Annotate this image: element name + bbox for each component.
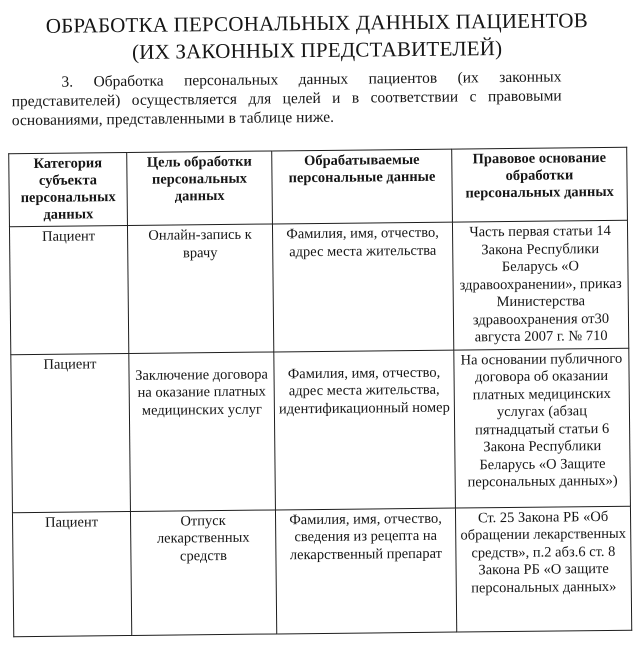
cell-category: Пациент (11, 353, 131, 512)
header-purpose: Цель обработки персональных данных (127, 151, 273, 226)
cell-data: Фамилия, имя, отчество, адрес места жительства (272, 222, 453, 351)
table-row (11, 348, 631, 512)
cell-basis: Часть первая статьи 14 Закона Республики Беларусь «О здравоохранении», приказ Министерства здравоохранения от30 августа 2007 г. № 710 (452, 220, 628, 349)
cell-data: Фамилия, имя, отчество, адрес места жительства, идентификационный номер (274, 350, 456, 510)
cell-category: Пациент (9, 225, 128, 354)
cell-purpose: Отпуск лекарственных средств (130, 509, 276, 635)
table-header-row (9, 147, 628, 226)
table-row (9, 220, 628, 354)
header-category: Категория субъекта персональных данных (9, 152, 128, 226)
cell-basis: Ст. 25 Закона РБ «Об обращении лекарственных средств», п.2 абз.6 ст. 8 Закона РБ «О защите персональных данных» (455, 506, 631, 632)
intro-paragraph: 3. Обработка персональных данных пациентов (их законных представителей) осуществляется для целей и в соответствии с правовыми основаниями, представленными в таблице ниже. (11, 68, 562, 130)
cell-basis: На основании публичного договора об оказании платных медицинских услугах (абзац пятнадцатый статьи 6 Закона Республики Беларусь «О Защите персональных данных») (454, 348, 631, 508)
header-basis: Правовое основание обработки персональных данных (452, 147, 628, 222)
cell-category: Пациент (12, 511, 131, 636)
cell-purpose: Заключение договора на оказание платных медицинских услуг (129, 351, 276, 511)
personal-data-table (8, 147, 632, 637)
table-row (12, 506, 631, 636)
cell-data: Фамилия, имя, отчество, сведения из рецепта на лекарственный препарат (275, 508, 456, 634)
header-data: Обрабатываемые персональные данные (272, 149, 453, 224)
cell-purpose: Онлайн-запись к врачу (127, 224, 273, 353)
document-title: ОБРАБОТКА ПЕРСОНАЛЬНЫХ ДАННЫХ ПАЦИЕНТОВ (ИХ ЗАКОННЫХ ПРЕДСТАВИТЕЛЕЙ) (45, 8, 589, 64)
